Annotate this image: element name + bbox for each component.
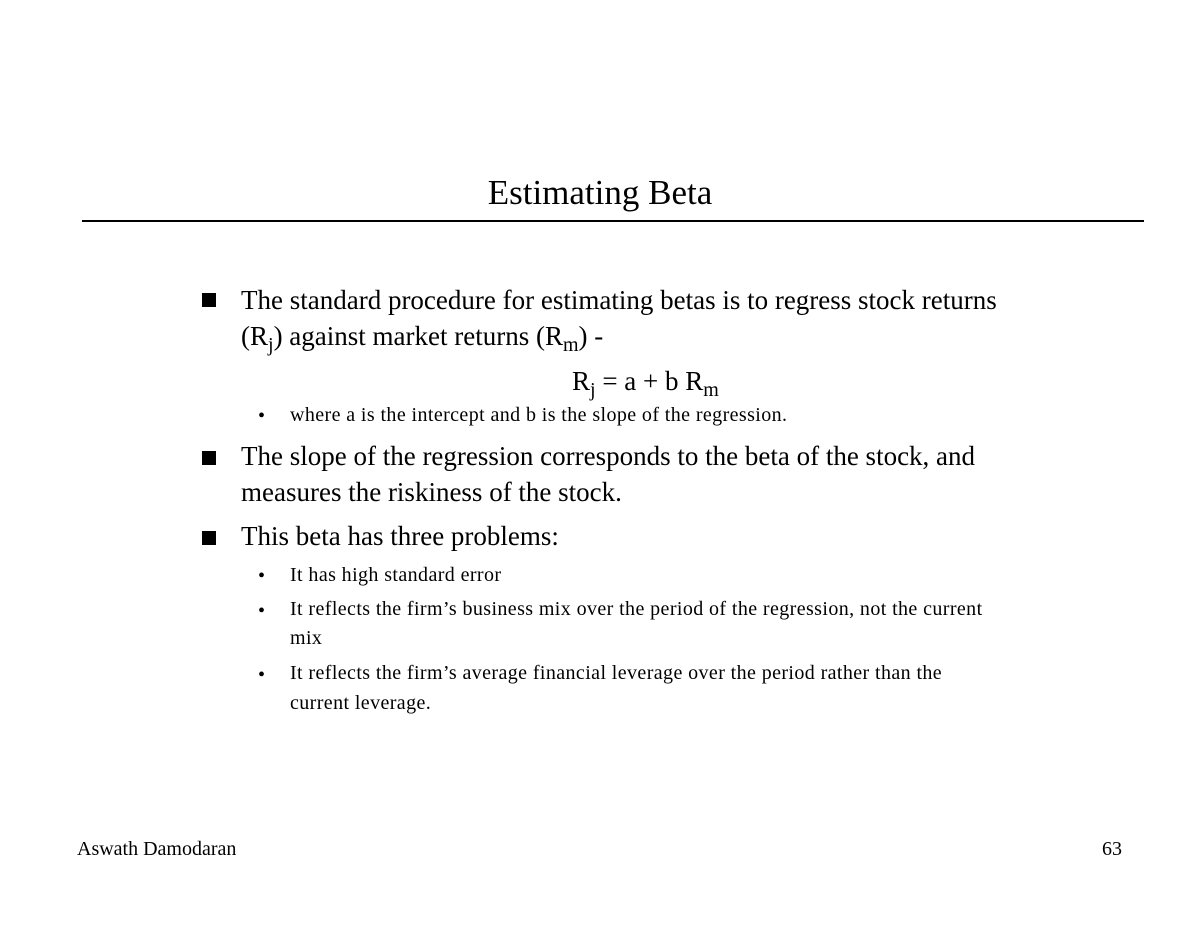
subscript-m: m [562, 334, 579, 356]
title-divider [82, 220, 1144, 222]
bullet-1-text-b: ) against market returns (R [273, 321, 563, 351]
problem-1: It has high standard error [290, 564, 502, 586]
bullet-1-text-c: ) - [578, 321, 604, 351]
dot-bullet-icon: • [258, 600, 266, 622]
square-bullet-icon [202, 293, 216, 307]
where-note: where a is the intercept and b is the slope of the regression. [290, 404, 788, 426]
equation-rhs-subscript: m [703, 379, 719, 401]
dot-bullet-icon: • [258, 664, 266, 686]
equation-lhs-subscript: j [590, 379, 596, 401]
bullet-2-line-1: The slope of the regression corresponds to the beta of the stock, and [241, 441, 976, 471]
regression-equation [572, 363, 719, 402]
subscript-j: j [268, 334, 274, 356]
equation-lhs: R [572, 366, 591, 396]
problem-2-line-2: mix [290, 627, 323, 649]
bullet-3-line-1: This beta has three problems: [241, 521, 559, 551]
dot-bullet-icon: • [258, 565, 266, 587]
bullet-1-text-a: (R [241, 321, 268, 351]
dot-bullet-icon: • [258, 405, 266, 427]
equation-rhs: = a + b R [595, 366, 704, 396]
square-bullet-icon [202, 451, 216, 465]
page-number: 63 [1102, 838, 1122, 860]
footer-author: Aswath Damodaran [77, 838, 237, 860]
bullet-1-line-1: The standard procedure for estimating betas is to regress stock returns [241, 285, 997, 315]
square-bullet-icon [202, 531, 216, 545]
bullet-2-line-2: measures the riskiness of the stock. [241, 477, 622, 507]
problem-3-line-1: It reflects the firm’s average financial leverage over the period rather than the [290, 662, 943, 684]
problem-2-line-1: It reflects the firm’s business mix over the period of the regression, not the current [290, 598, 983, 620]
bullet-1-line-2 [241, 318, 603, 357]
problem-3-line-2: current leverage. [290, 692, 432, 714]
page-title: Estimating Beta [487, 173, 713, 212]
